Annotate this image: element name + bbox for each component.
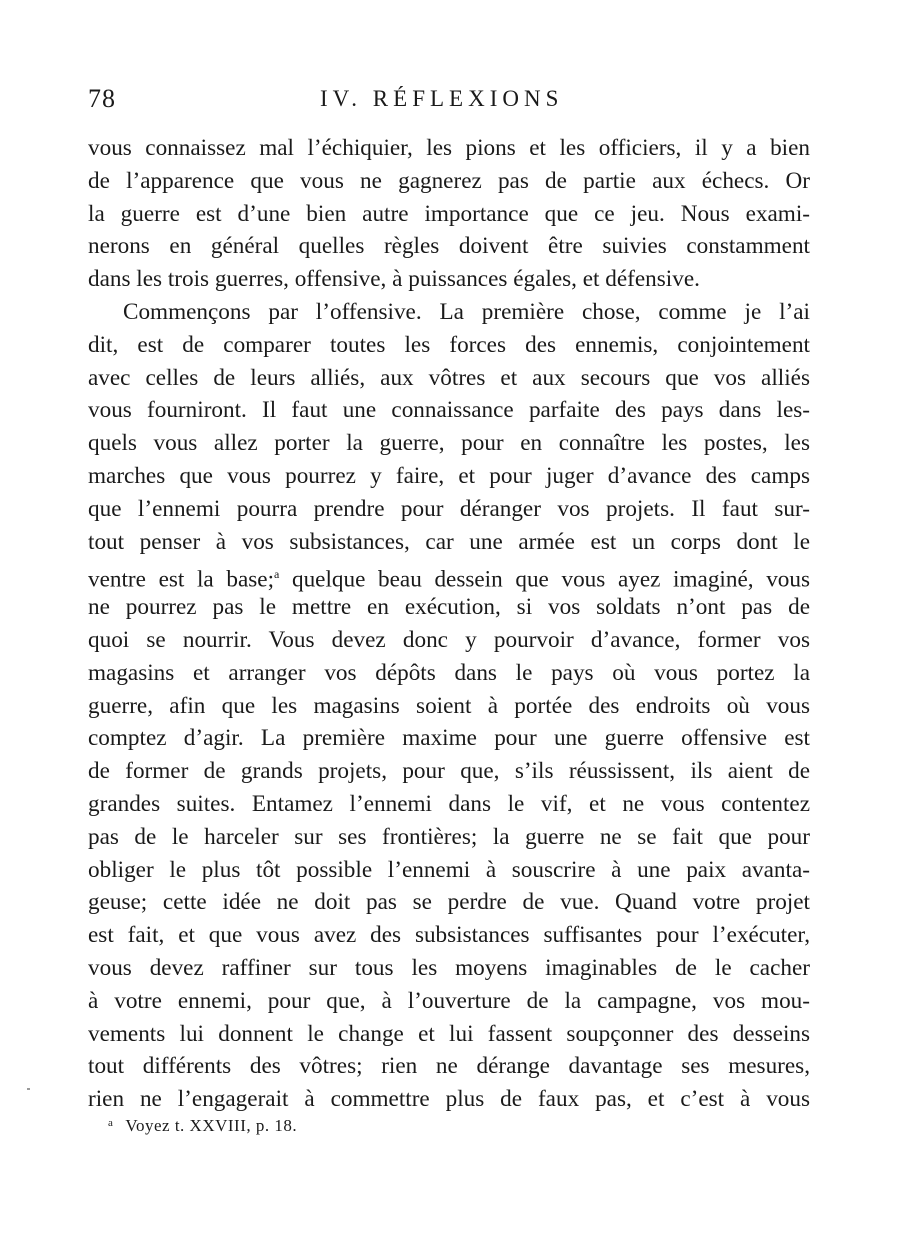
text-line: obliger le plus tôt possible l’ennemi à souscrire à une paix avanta- (88, 856, 810, 883)
footnote-marker: a (108, 1117, 114, 1129)
text-line: de former de grands projets, pour que, s’ils réussissent, ils aient de (88, 758, 810, 785)
text-line: est fait, et que vous avez des subsistances suffisantes pour l’exécuter, (88, 922, 810, 949)
text-line: dit, est de comparer toutes les forces des ennemis, conjointement (88, 331, 810, 358)
text-line: geuse; cette idée ne doit pas se perdre de vue. Quand votre projet (88, 889, 810, 916)
line-continuation: quelque beau dessein que vous ayez imaginé, vous (279, 567, 810, 594)
text-line: quels vous allez porter la guerre, pour en connaître les postes, les (88, 430, 810, 457)
text-line: comptez d’agir. La première maxime pour une guerre offensive est (88, 725, 810, 752)
text-line: vements lui donnent le change et lui fassent soupçonner des desseins (88, 1020, 810, 1047)
text-line: avec celles de leurs alliés, aux vôtres et aux secours que vos alliés (88, 364, 810, 391)
text-line: que l’ennemi pourra prendre pour déranger vos projets. Il faut sur- (88, 495, 810, 522)
text-line: pas de le harceler sur ses frontières; la guerre ne se fait que pour (88, 823, 810, 850)
text-line: vous fourniront. Il faut une connaissance parfaite des pays dans les- (88, 397, 810, 424)
text-line: ne pourrez pas le mettre en exécution, si vos soldats n’ont pas de (88, 594, 810, 621)
text-line: nerons en général quelles règles doivent être suivies constamment (88, 233, 810, 260)
text-line: vous devez raffiner sur tous les moyens imaginables de le cacher (88, 954, 810, 981)
text-line-with-note (88, 558, 810, 594)
text-line: de l’apparence que vous ne gagnerez pas de partie aux échecs. Or (88, 167, 810, 194)
text-line: marches que vous pourrez y faire, et pour juger d’avance des camps (88, 462, 810, 489)
body-text (88, 132, 810, 1116)
page-number: 78 (88, 84, 116, 113)
text-line: magasins et arranger vos dépôts dans le pays où vous portez la (88, 659, 810, 686)
line-start: ventre est la base; (88, 567, 275, 594)
text-line: à votre ennemi, pour que, à l’ouverture de la campagne, vos mou- (88, 987, 810, 1014)
running-head: IV. RÉFLEXIONS (320, 86, 564, 111)
text-line: Commençons par l’offensive. La première chose, comme je l’ai (123, 298, 810, 325)
footnote (108, 1116, 297, 1136)
scan-speck (27, 1088, 30, 1090)
text-line: tout penser à vos subsistances, car une armée est un corps dont le (88, 528, 810, 555)
text-line: guerre, afin que les magasins soient à portée des endroits où vous (88, 692, 810, 719)
text-line: la guerre est d’une bien autre importance que ce jeu. Nous exami- (88, 200, 810, 227)
text-line: dans les trois guerres, offensive, à puissances égales, et défensive. (88, 266, 700, 293)
text-line: quoi se nourrir. Vous devez donc y pourvoir d’avance, former vos (88, 626, 810, 653)
footnote-reference[interactable]: a (274, 567, 280, 582)
text-line: vous connaissez mal l’échiquier, les pions et les officiers, il y a bien (88, 135, 810, 161)
text-line: rien ne l’engagerait à commettre plus de faux pas, et c’est à vous (88, 1086, 810, 1113)
text-line: tout différents des vôtres; rien ne dérange davantage ses mesures, (88, 1053, 810, 1080)
footnote-text: Voyez t. XXVIII, p. 18. (125, 1116, 298, 1135)
text-line: grandes suites. Entamez l’ennemi dans le vif, et ne vous contentez (88, 790, 810, 817)
